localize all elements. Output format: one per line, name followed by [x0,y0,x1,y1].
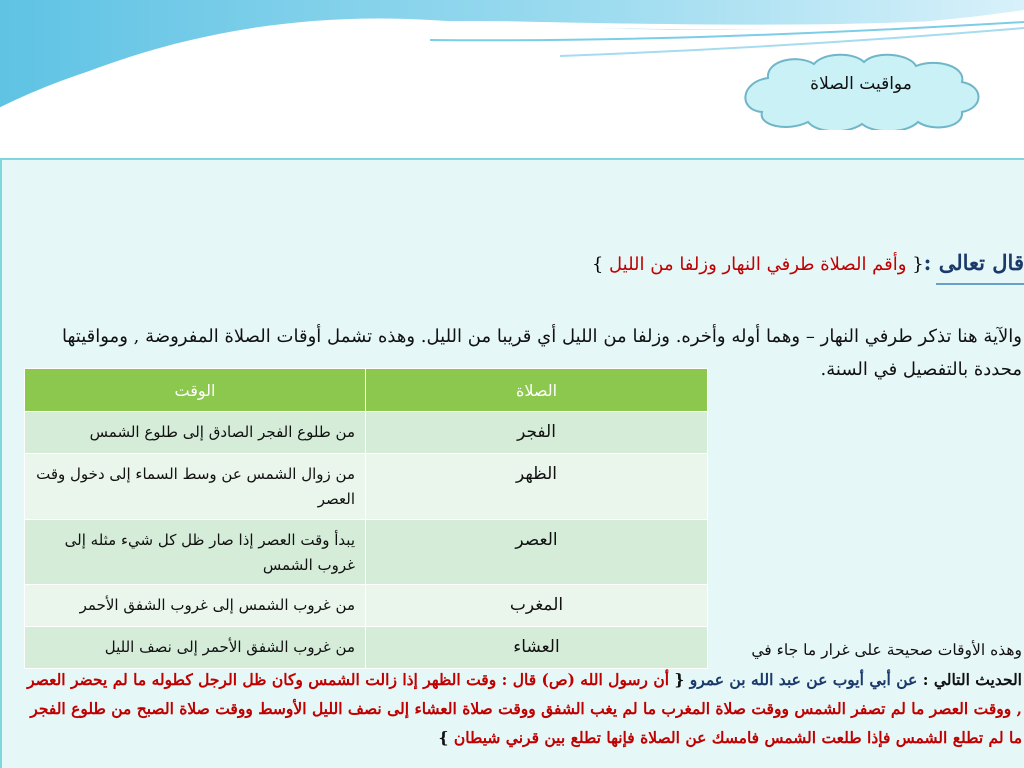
verse-quote: وأقم الصلاة طرفي النهار وزلفا من الليل [603,254,913,275]
cell-time: من غروب الشمس إلى غروب الشفق الأحمر [25,585,366,627]
verse-open-brace: { [912,254,924,275]
table-row [25,585,708,627]
hadith-open-brace: { [669,670,685,689]
hadith-label: الحديث التالي : [922,670,1022,689]
hadith-close-brace: } [438,728,454,747]
cell-time: من طلوع الفجر الصادق إلى طلوع الشمس [25,412,366,454]
hadith-text: أن رسول الله (ص) قال : وقت الظهر إذا زالت الشمس وكان ظل الرجل كطوله ما لم يحضر العصر , ووقت العصر ما لم تصفر الشمس ووقت صلاة المغرب ما لم يغب الشفق ووقت صلاة العشاء إلى نصف الليل الأوسط ووقت صلاة الصبح من طلوع الفجر ما لم تطلع الشمس فإذا طلعت الشمس فامسك عن الصلاة فإنها تطلع بين قرني شيطان [27,670,1022,747]
cell-prayer: العصر [366,520,708,585]
verse-label-underline [936,283,1024,285]
cell-prayer: المغرب [366,585,708,627]
title-cloud [736,52,986,130]
verse-line [592,250,1024,275]
cell-time: من غروب الشفق الأحمر إلى نصف الليل [25,627,366,669]
header-prayer: الصلاة [366,369,708,412]
header-time: الوقت [25,369,366,412]
cell-time: يبدأ وقت العصر إذا صار ظل كل شيء مثله إلى غروب الشمس [25,520,366,585]
table-row [25,520,708,585]
verse-close-brace: } [591,254,604,275]
hadith-intro: وهذه الأوقات صحيحة على غرار ما جاء في [751,641,1022,659]
hadith-narrator: عن أبي أيوب عن عبد الله بن عمرو [684,670,923,689]
hadith-block [22,636,1022,752]
prayer-times-table [24,368,708,669]
table-header-row [25,369,708,412]
table-row [25,454,708,520]
explanation-paragraph: والآية هنا تذكر طرفي النهار – وهما أوله وأخره. وزلفا من الليل أي قريبا من الليل. وهذه تشمل أوقات الصلاة المفروضة , ومواقيتها محددة بالتفصيل في السنة. [62,326,1022,380]
table-row [25,412,708,454]
cell-prayer: الظهر [366,454,708,520]
hadith-text-block [22,665,1022,752]
cell-prayer: العشاء [366,627,708,669]
cell-prayer: الفجر [366,412,708,454]
cell-time: من زوال الشمس عن وسط السماء إلى دخول وقت العصر [25,454,366,520]
verse-label: قال تعالى : [923,250,1024,275]
slide-title: مواقيت الصلاة [810,74,912,94]
